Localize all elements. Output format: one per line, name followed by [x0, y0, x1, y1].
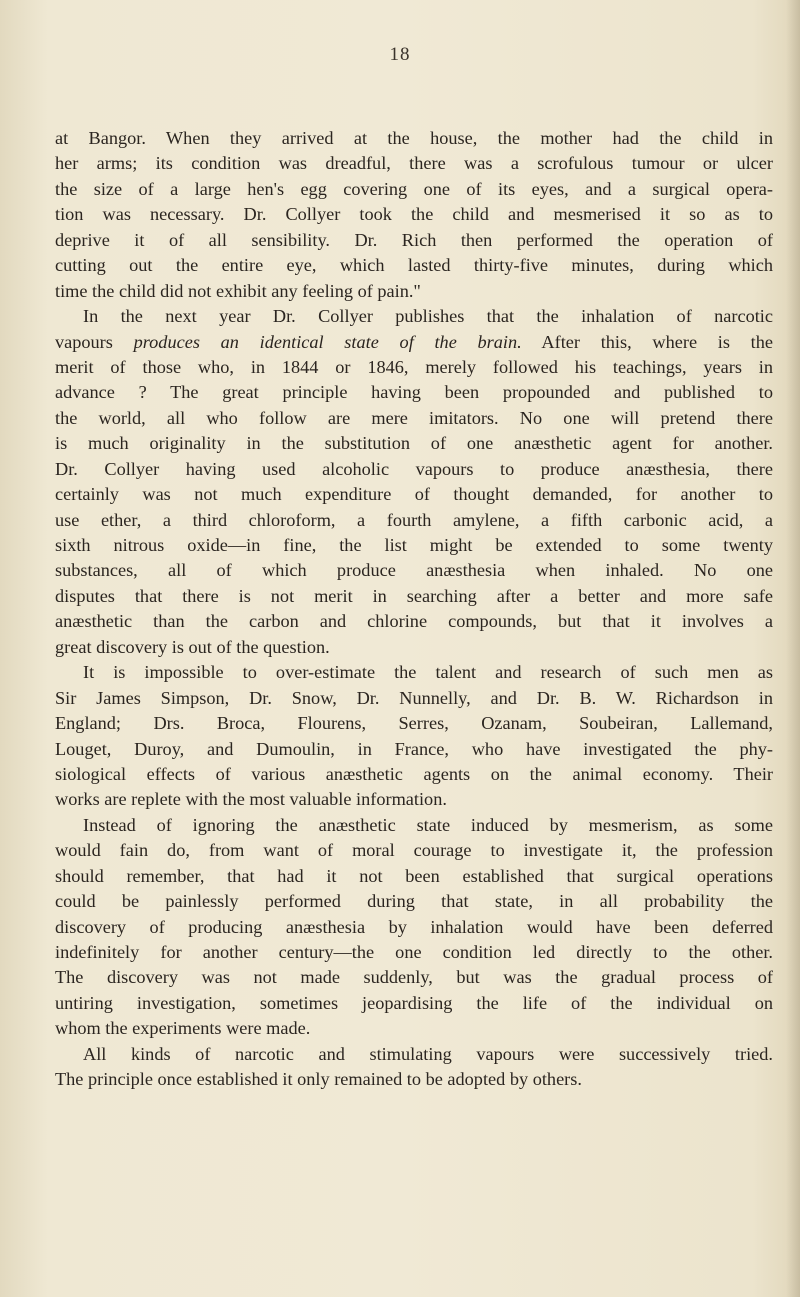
- text-line: Sir James Simpson, Dr. Snow, Dr. Nunnelly, and Dr. B. W. Richardson in: [55, 687, 773, 708]
- text-line: her arms; its condition was dreadful, there was a scrofulous tumour or ulcer: [55, 153, 773, 174]
- text-line: discovery of producing anæsthesia by inhalation would have been deferred: [55, 916, 773, 937]
- text-line: Louget, Duroy, and Dumoulin, in France, who have investigated the phy-: [55, 738, 773, 759]
- text-line: untiring investigation, sometimes jeopardising the life of the individual on: [55, 992, 773, 1013]
- text-line: sixth nitrous oxide—in fine, the list might be extended to some twenty: [55, 535, 773, 555]
- text-line: use ether, a third chloroform, a fourth amylene, a fifth carbonic acid, a: [55, 509, 773, 530]
- text-line: disputes that there is not merit in searching after a better and more safe: [55, 585, 773, 606]
- italic-segment: produces an identical state of the brain.: [133, 331, 522, 352]
- text-line: should remember, that had it not been established that surgical operations: [55, 865, 773, 886]
- text-line: great discovery is out of the question.: [55, 636, 330, 657]
- text-line: tion was necessary. Dr. Collyer took the child and mesmerised it so as to: [55, 204, 773, 225]
- text-line: is much originality in the substitution of one anæsthetic agent for another.: [55, 433, 773, 454]
- text-segment: After this, where is the: [521, 331, 773, 352]
- page-number: 18: [389, 44, 411, 65]
- text-line: England; Drs. Broca, Flourens, Serres, Ozanam, Soubeiran, Lallemand,: [55, 713, 773, 734]
- text-line: time the child did not exhibit any feeling of pain.": [55, 280, 421, 301]
- body-text: [55, 126, 773, 1093]
- text-line: Dr. Collyer having used alcoholic vapours to produce anæsthesia, there: [55, 458, 773, 479]
- text-line: deprive it of all sensibility. Dr. Rich then performed the operation of: [55, 229, 773, 250]
- text-segment: vapours: [55, 331, 134, 352]
- text-line: It is impossible to over-estimate the talent and research of such men as: [83, 662, 773, 683]
- text-line: All kinds of narcotic and stimulating vapours were successively tried.: [83, 1043, 773, 1064]
- text-line: substances, all of which produce anæsthesia when inhaled. No one: [55, 560, 773, 581]
- page-edge-shadow: [786, 0, 800, 1297]
- text-line: works are replete with the most valuable information.: [55, 789, 447, 810]
- text-line: would fain do, from want of moral courage to investigate it, the profession: [55, 840, 773, 861]
- text-line: certainly was not much expenditure of thought demanded, for another to: [55, 484, 773, 505]
- text-line: the size of a large hen's egg covering one of its eyes, and a surgical opera-: [55, 178, 773, 199]
- text-line: cutting out the entire eye, which lasted thirty-five minutes, during which: [55, 255, 773, 276]
- text-line: indefinitely for another century—the one condition led directly to the other.: [55, 942, 773, 962]
- text-line: In the next year Dr. Collyer publishes that the inhalation of narcotic: [83, 306, 773, 327]
- text-line: anæsthetic than the carbon and chlorine compounds, but that it involves a: [55, 611, 773, 632]
- text-line: whom the experiments were made.: [55, 1018, 311, 1039]
- text-line: the world, all who follow are mere imitators. No one will pretend there: [55, 407, 773, 428]
- text-line: siological effects of various anæsthetic agents on the animal economy. Their: [55, 763, 773, 784]
- text-line: The principle once established it only remained to be adopted by others.: [55, 1069, 582, 1090]
- text-line: The discovery was not made suddenly, but was the gradual process of: [55, 967, 773, 988]
- text-line: merit of those who, in 1844 or 1846, merely followed his teachings, years in: [55, 356, 773, 377]
- text-line: advance ? The great principle having been propounded and published to: [55, 382, 773, 403]
- text-line: Instead of ignoring the anæsthetic state induced by mesmerism, as some: [83, 814, 773, 835]
- text-line: at Bangor. When they arrived at the house, the mother had the child in: [55, 128, 773, 148]
- text-line: could be painlessly performed during that state, in all probability the: [55, 891, 773, 912]
- text-line: [55, 330, 773, 355]
